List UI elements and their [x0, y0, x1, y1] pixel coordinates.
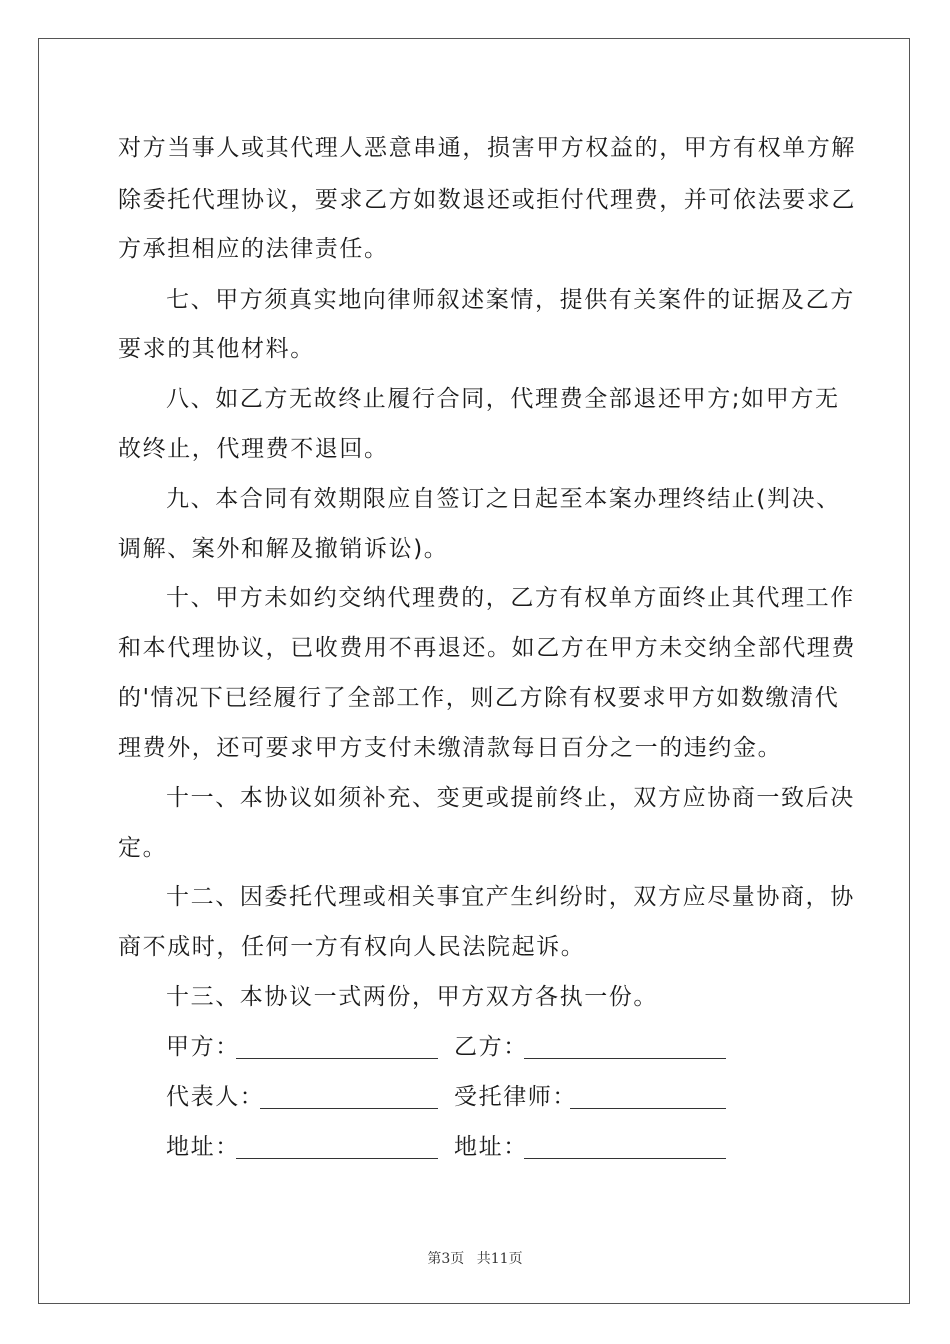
party-a-blank[interactable] [236, 1058, 438, 1059]
clause-12: 十二、因委托代理或相关事宜产生纠纷时，双方应尽量协商，协 [166, 884, 855, 910]
lawyer-label: 受托律师： [454, 1084, 577, 1110]
page-number: 第3页 [427, 1251, 465, 1267]
paragraph-line: 要求的其他材料。 [118, 336, 315, 362]
representative-label: 代表人： [166, 1084, 265, 1110]
lawyer-blank[interactable] [570, 1108, 726, 1109]
party-b-blank[interactable] [524, 1058, 726, 1059]
address-b-blank[interactable] [524, 1158, 726, 1159]
clause-7: 七、甲方须真实地向律师叙述案情，提供有关案件的证据及乙方 [166, 287, 855, 313]
address-a-blank[interactable] [236, 1158, 438, 1159]
clause-11: 十一、本协议如须补充、变更或提前终止，双方应协商一致后决 [166, 785, 855, 811]
paragraph-line: 方承担相应的法律责任。 [118, 236, 389, 262]
paragraph-line: 对方当事人或其代理人恶意串通，损害甲方权益的，甲方有权单方解 [118, 135, 856, 161]
page-footer [0, 1248, 950, 1268]
clause-8: 八、如乙方无故终止履行合同，代理费全部退还甲方;如甲方无 [166, 386, 840, 412]
address-b-label: 地址： [454, 1134, 528, 1160]
clause-13: 十三、本协议一式两份，甲方双方各执一份。 [166, 984, 658, 1010]
clause-9: 九、本合同有效期限应自签订之日起至本案办理终结止(判决、 [166, 486, 841, 512]
paragraph-line: 商不成时，任何一方有权向人民法院起诉。 [118, 934, 586, 960]
paragraph-line: 和本代理协议，已收费用不再退还。如乙方在甲方未交纳全部代理费 [118, 635, 856, 661]
page-border [38, 38, 910, 1304]
party-a-label: 甲方： [166, 1034, 240, 1060]
paragraph-line: 除委托代理协议，要求乙方如数退还或拒付代理费，并可依法要求乙 [118, 187, 856, 213]
page-total: 共11页 [476, 1251, 523, 1267]
paragraph-line: 定。 [118, 835, 168, 861]
address-a-label: 地址： [166, 1134, 240, 1160]
paragraph-line: 故终止，代理费不退回。 [118, 436, 389, 462]
paragraph-line: 的'情况下已经履行了全部工作，则乙方除有权要求甲方如数缴清代 [118, 685, 840, 711]
party-b-label: 乙方： [454, 1034, 528, 1060]
clause-10: 十、甲方未如约交纳代理费的，乙方有权单方面终止其代理工作 [166, 585, 855, 611]
representative-blank[interactable] [260, 1108, 438, 1109]
paragraph-line: 调解、案外和解及撤销诉讼)。 [118, 536, 449, 562]
paragraph-line: 理费外，还可要求甲方支付未缴清款每日百分之一的违约金。 [118, 735, 783, 761]
